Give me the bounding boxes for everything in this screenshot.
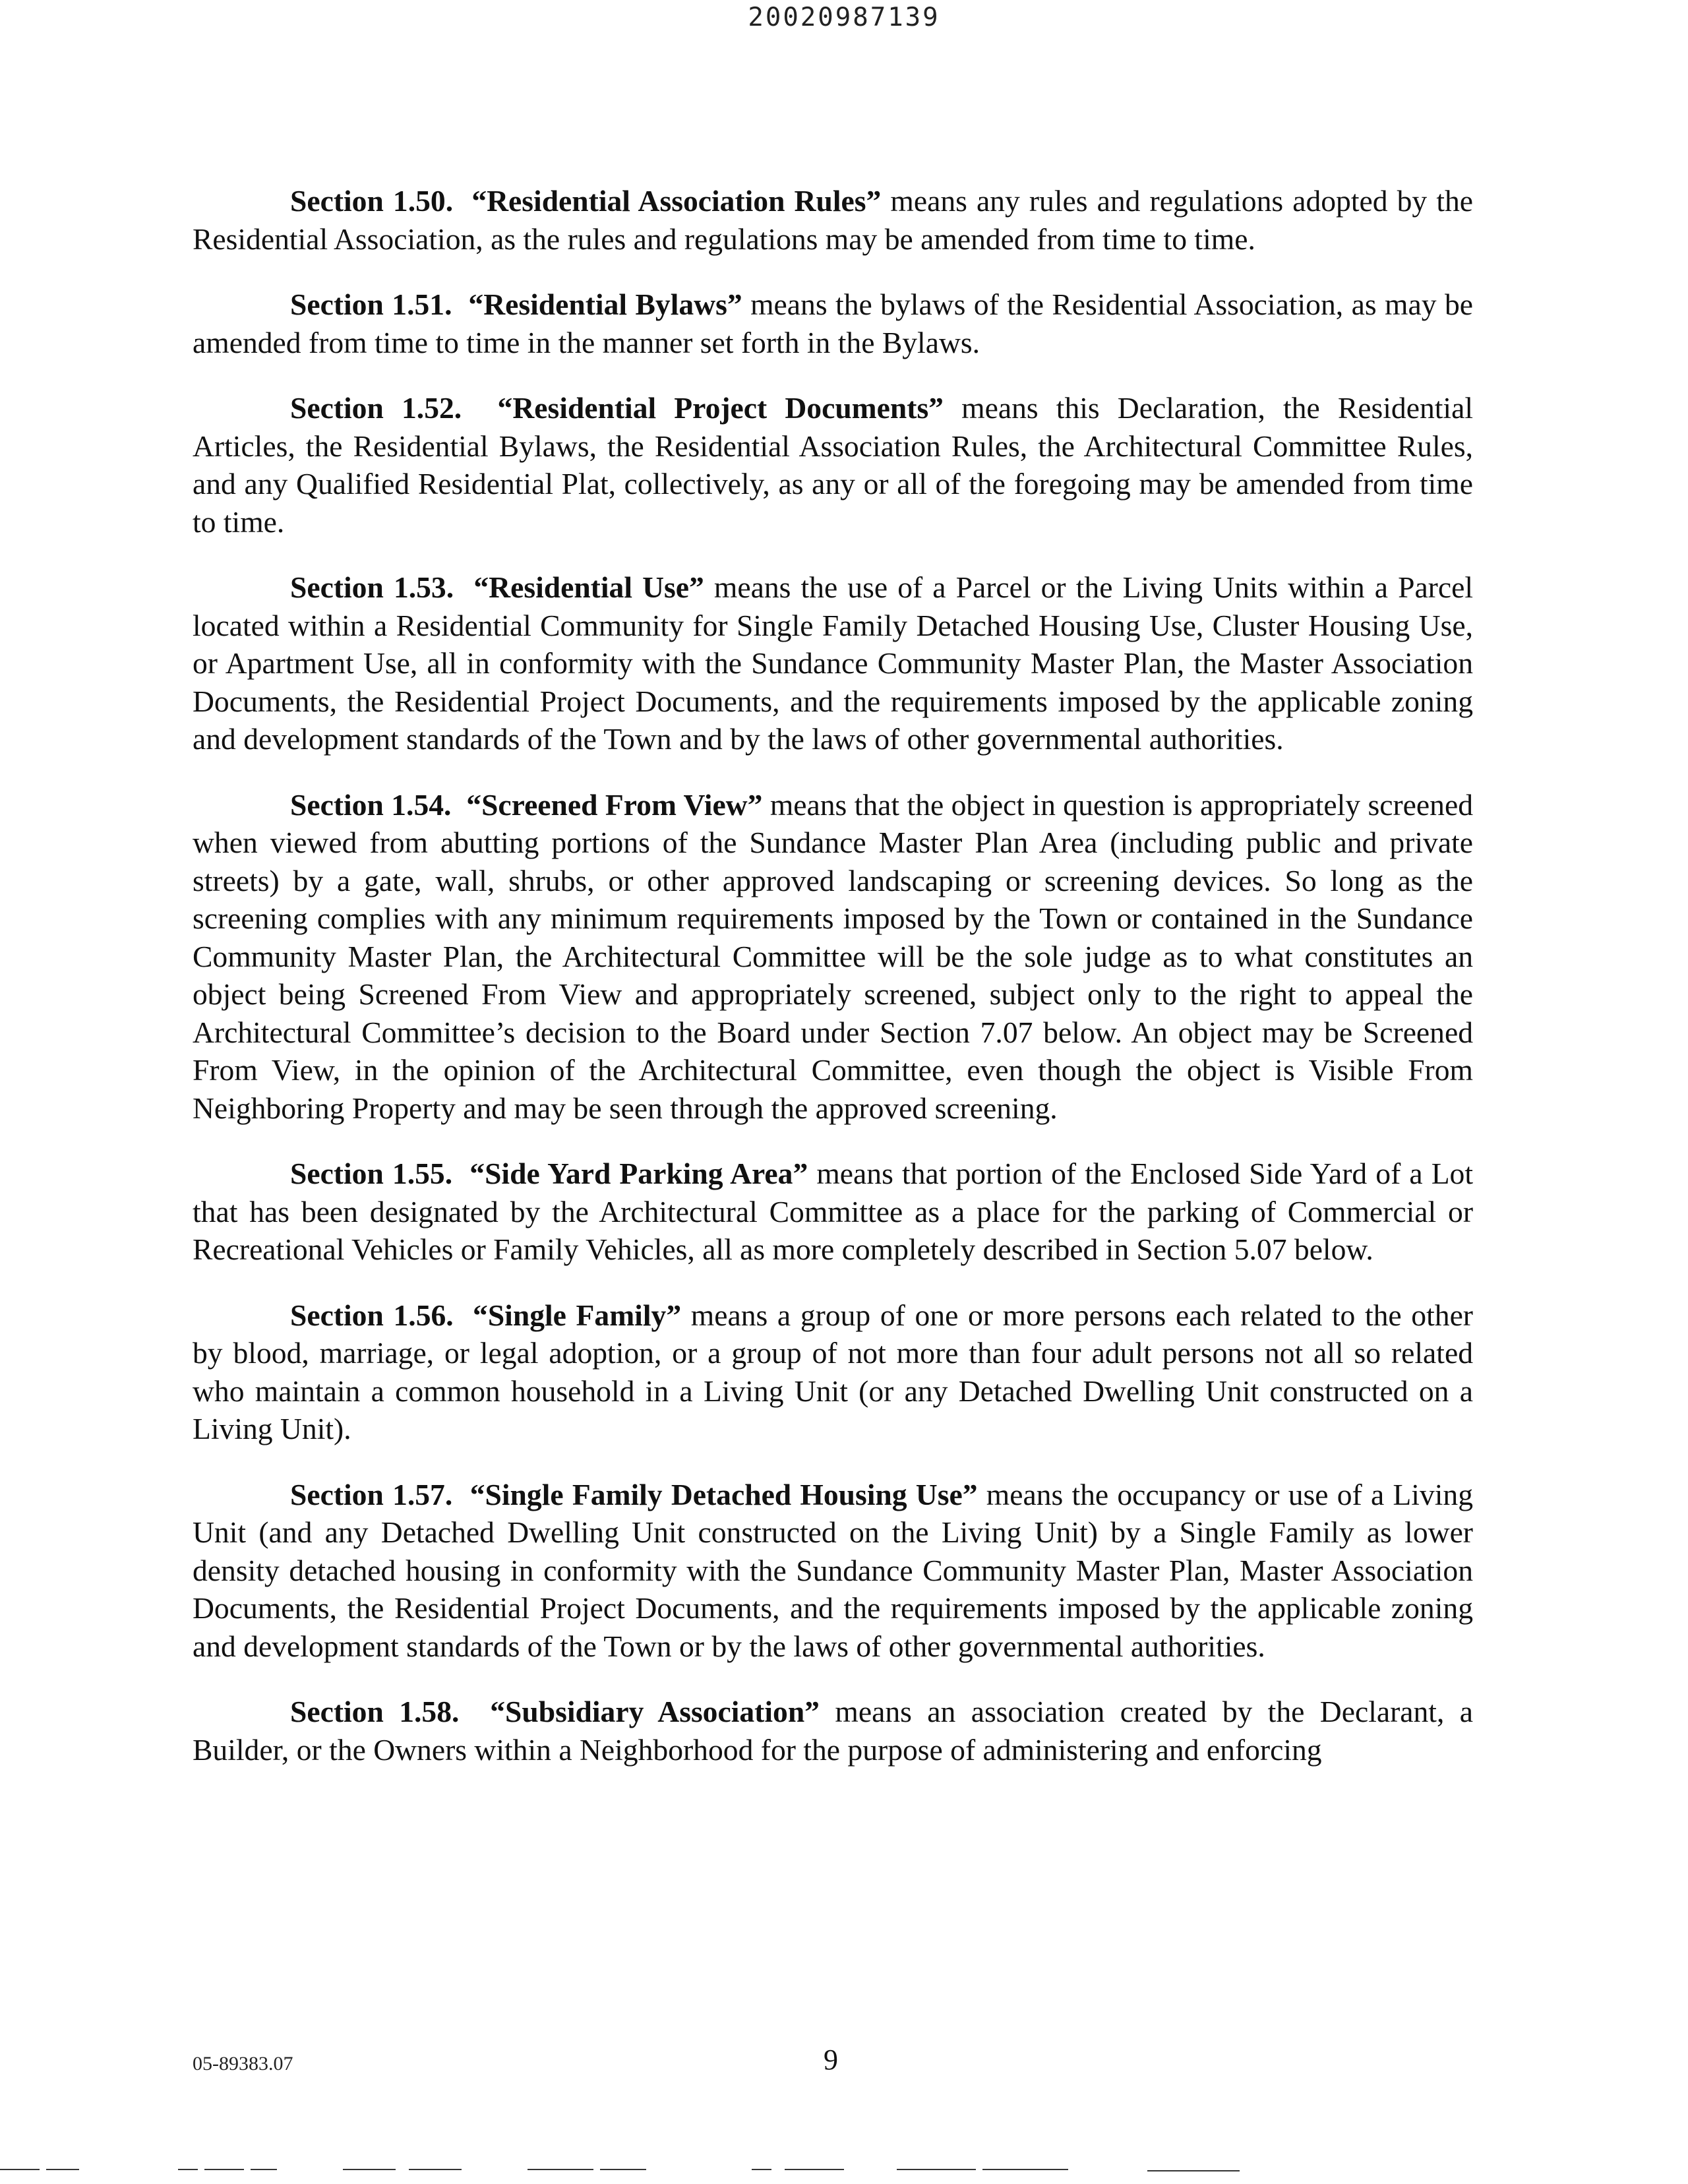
defined-term: “Subsidiary Association” (490, 1695, 820, 1728)
document-body (193, 182, 1473, 1796)
section-paragraph (193, 182, 1473, 258)
section-text: means a group of one or more persons each related to the other by blood, marriage, or legal adoption, or a group of not more than four adult persons not all so related who maintain a common household in a Living Unit (or any Detached Dwelling Unit constructed on a Living Unit). (193, 1298, 1473, 1445)
section-paragraph (193, 1693, 1473, 1769)
section-number: Section 1.55. (290, 1157, 453, 1190)
section-text: means that the object in question is appropriately screened when viewed from abutting portions of the Sundance Master Plan Area (including public and private streets) by a gate, wall, shrubs, or other approved landscaping or screening devices. So long as the screening complies with any minimum requirements imposed by the Town or contained in the Sundance Community Master Plan, the Architectural Committee will be the sole judge as to what constitutes an object being Screened From View and appropriately screened, subject only to the right to appeal the Architectural Committee’s decision to the Board under Section 7.07 below. An object may be Screened From View, in the opinion of the Architectural Committee, even though the object is Visible From Neighboring Property and may be seen through the approved screening. (193, 787, 1473, 1125)
section-text: means an association created by the Declarant, a Builder, or the Owners within a Neighborhood for the purpose of administering and enforcing (193, 1695, 1474, 1767)
section-number: Section 1.50. (290, 184, 454, 218)
section-text: means the use of a Parcel or the Living Units within a Parcel located within a Residential Community for Single Family Detached Housing Use, Cluster Housing Use, or Apartment Use, all in conformity with the Sundance Community Master Plan, the Master Association Documents, the Residential Project Documents, and the requirements imposed by the applicable zoning and development standards of the Town and by the laws of other governmental authorities. (193, 570, 1474, 756)
section-number: Section 1.58. (290, 1695, 460, 1728)
defined-term: “Residential Bylaws” (468, 288, 742, 321)
section-text: means any rules and regulations adopted by the Residential Association, as the rules and regulations may be amended from time to time. (193, 184, 1474, 256)
defined-term: “Single Family Detached Housing Use” (469, 1477, 978, 1511)
footer-document-code: 05-89383.07 (193, 2053, 293, 2075)
section-paragraph (193, 568, 1473, 758)
section-paragraph (193, 1476, 1473, 1666)
defined-term: “Single Family” (473, 1298, 682, 1332)
page-number: 9 (824, 2044, 838, 2076)
section-paragraph (193, 1155, 1473, 1269)
section-number: Section 1.52. (290, 391, 462, 425)
section-number: Section 1.57. (290, 1477, 453, 1511)
section-text: means this Declaration, the Residential Articles, the Residential Bylaws, the Residential Association Rules, the Architectural Committee Rules, and any Qualified Residential Plat, collectively, as any or all of the foregoing may be amended from time to time. (193, 391, 1474, 539)
defined-term: “Residential Project Documents” (497, 391, 944, 425)
section-number: Section 1.54. (290, 787, 452, 822)
section-text: means that portion of the Enclosed Side Yard of a Lot that has been designated by the Architectural Committee as a place for the parking of Commercial or Recreational Vehicles or Family Vehicles, all as more completely described in Section 5.07 below. (193, 1157, 1474, 1266)
section-paragraph (193, 286, 1473, 361)
document-number: 20020987139 (748, 3, 940, 32)
scan-edge-artifact (0, 2167, 1688, 2175)
section-number: Section 1.56. (290, 1298, 454, 1332)
section-number: Section 1.53. (290, 570, 454, 604)
section-paragraph (193, 786, 1473, 1128)
defined-term: “Residential Association Rules” (471, 184, 882, 218)
section-text: means the occupancy or use of a Living Unit (and any Detached Dwelling Unit constructed on the Living Unit) by a Single Family as lower density detached housing in conformity with the Sundance Community Master Plan, Master Association Documents, the Residential Project Documents, and the requirements imposed by the applicable zoning and development standards of the Town or by the laws of other governmental authorities. (193, 1477, 1474, 1663)
section-paragraph (193, 1296, 1473, 1448)
section-paragraph (193, 389, 1473, 541)
section-text: means the bylaws of the Residential Association, as may be amended from time to time in the manner set forth in the Bylaws. (193, 288, 1474, 359)
defined-term: “Side Yard Parking Area” (469, 1157, 808, 1190)
defined-term: “Residential Use” (473, 570, 704, 604)
defined-term: “Screened From View” (466, 787, 763, 822)
section-number: Section 1.51. (290, 288, 452, 321)
